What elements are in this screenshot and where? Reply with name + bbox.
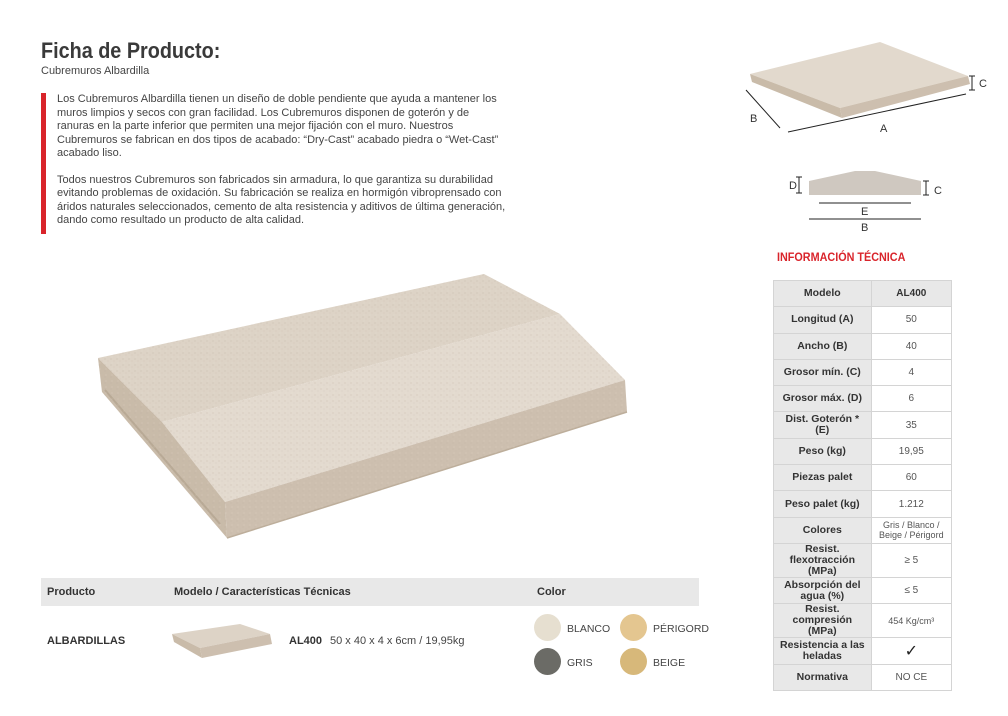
spec-key: Peso palet (kg) bbox=[774, 491, 872, 517]
page-title: Ficha de Producto: bbox=[41, 38, 221, 63]
accent-bar bbox=[41, 93, 46, 234]
swatch-beige bbox=[620, 648, 647, 675]
spec-row bbox=[774, 333, 952, 359]
page-subtitle: Cubremuros Albardilla bbox=[41, 65, 150, 77]
swatch-perigord bbox=[620, 614, 647, 641]
spec-row bbox=[774, 638, 952, 664]
spec-key: Longitud (A) bbox=[774, 307, 872, 333]
product-thumbnail bbox=[170, 620, 275, 662]
dim-label-b2: B bbox=[861, 222, 869, 234]
header-product: Producto bbox=[47, 586, 96, 598]
product-spec: 50 x 40 x 4 x 6cm / 19,95kg bbox=[330, 635, 465, 647]
spec-key: Absorpción del agua (%) bbox=[774, 577, 872, 603]
spec-value: 454 Kg/cm³ bbox=[871, 604, 951, 638]
swatch-gris bbox=[534, 648, 561, 675]
header-model: Modelo / Características Técnicas bbox=[174, 586, 351, 598]
header-color: Color bbox=[537, 586, 566, 598]
spec-row bbox=[774, 412, 952, 438]
checkmark-icon: ✓ bbox=[871, 638, 951, 664]
dim-label-e: E bbox=[861, 206, 869, 218]
swatch-blanco bbox=[534, 614, 561, 641]
spec-value: ≥ 5 bbox=[871, 543, 951, 577]
spec-key: Grosor mín. (C) bbox=[774, 359, 872, 385]
spec-key: Resistencia a las heladas bbox=[774, 638, 872, 664]
spec-value: 4 bbox=[871, 359, 951, 385]
dimension-diagram-3d bbox=[740, 36, 1002, 140]
product-table-header bbox=[41, 578, 699, 606]
spec-key: Piezas palet bbox=[774, 465, 872, 491]
spec-key: Peso (kg) bbox=[774, 438, 872, 464]
spec-value: 40 bbox=[871, 333, 951, 359]
spec-row bbox=[774, 438, 952, 464]
spec-row bbox=[774, 386, 952, 412]
spec-value: 60 bbox=[871, 465, 951, 491]
spec-row bbox=[774, 543, 952, 577]
product-description bbox=[57, 93, 507, 241]
spec-value: 1.212 bbox=[871, 491, 951, 517]
description-paragraph-2: Todos nuestros Cubremuros son fabricados sin armadura, lo que garantiza su durabilidad evitando problemas de oxidación. Su fabricación se realiza en hormigón vibroprensado con áridos naturales seleccionados, cemento de alta resistencia y aditivos de última generación, dando como resultado un producto de alta calidad. bbox=[57, 173, 506, 226]
spec-value: 6 bbox=[871, 386, 951, 412]
spec-row bbox=[774, 307, 952, 333]
spec-key: Normativa bbox=[774, 664, 872, 690]
spec-value: 35 bbox=[871, 412, 951, 438]
spec-key: Dist. Goterón * (E) bbox=[774, 412, 872, 438]
spec-value: 19,95 bbox=[871, 438, 951, 464]
product-image bbox=[80, 262, 660, 562]
spec-key: Colores bbox=[774, 517, 872, 543]
dim-label-c2: C bbox=[934, 185, 942, 197]
spec-header-row bbox=[774, 281, 952, 307]
swatch-label-blanco: BLANCO bbox=[567, 623, 611, 635]
product-name: ALBARDILLAS bbox=[47, 635, 126, 647]
spec-row bbox=[774, 604, 952, 638]
spec-key: Resist. flexotracción (MPa) bbox=[774, 543, 872, 577]
swatch-label-beige: BEIGE bbox=[653, 657, 686, 669]
spec-row bbox=[774, 491, 952, 517]
dim-label-d: D bbox=[789, 180, 797, 192]
spec-row bbox=[774, 664, 952, 690]
tech-spec-table bbox=[773, 280, 952, 691]
spec-row bbox=[774, 577, 952, 603]
spec-value: AL400 bbox=[871, 281, 951, 307]
dim-label-a: A bbox=[880, 123, 888, 135]
spec-value: NO CE bbox=[871, 664, 951, 690]
tech-info-title: INFORMACIÓN TÉCNICA bbox=[777, 250, 906, 264]
spec-key: Resist. compresión (MPa) bbox=[774, 604, 872, 638]
spec-value: ≤ 5 bbox=[871, 577, 951, 603]
swatch-label-gris: GRIS bbox=[567, 657, 593, 669]
spec-row bbox=[774, 359, 952, 385]
spec-row bbox=[774, 517, 952, 543]
spec-value: 50 bbox=[871, 307, 951, 333]
spec-value: Gris / Blanco / Beige / Périgord bbox=[871, 517, 951, 543]
product-model: AL400 bbox=[289, 635, 323, 647]
spec-row bbox=[774, 465, 952, 491]
swatch-label-perigord: PÉRIGORD bbox=[653, 623, 710, 635]
spec-key: Modelo bbox=[774, 281, 872, 307]
cross-section-diagram bbox=[785, 165, 955, 235]
spec-key: Grosor máx. (D) bbox=[774, 386, 872, 412]
description-paragraph-1: Los Cubremuros Albardilla tienen un diseño de doble pendiente que ayuda a mantener los muros limpios y secos con gran facilidad. Los Cubremuros disponen de goterón y de ranuras en la parte inferior que permiten una mejor fijación con el muro. Nuestros Cubremuros se fabrican en dos tipos de acabado: “Dry-Cast” acabado piedra o “Wet-Cast” acabado liso. bbox=[57, 93, 499, 159]
spec-key: Ancho (B) bbox=[774, 333, 872, 359]
dim-label-b: B bbox=[750, 113, 758, 125]
dim-label-c: C bbox=[979, 78, 987, 90]
